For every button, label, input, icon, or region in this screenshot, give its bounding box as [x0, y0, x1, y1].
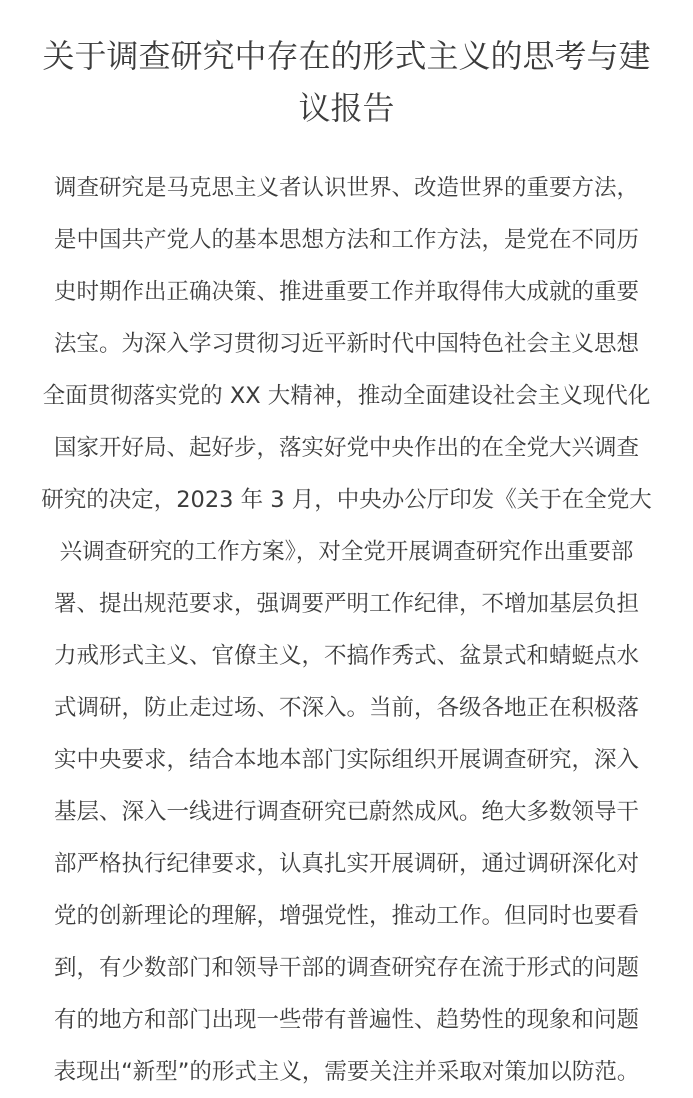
body-line: 署、提出规范要求，强调要严明工作纪律，不增加基层负担 — [53, 591, 639, 617]
article-body — [6, 162, 687, 1098]
body-line: 兴调查研究的工作方案》，对全党开展调查研究作出重要部 — [59, 539, 634, 565]
body-line: 基层、深入一线进行调查研究已蔚然成风。绝大多数领导干 — [53, 799, 639, 825]
body-line: 全面贯彻落实党的 XX 大精神，推动全面建设社会主义现代化 — [42, 383, 651, 409]
body-line: 部严格执行纪律要求，认真扎实开展调研，通过调研深化对 — [53, 851, 639, 877]
title-line: 关于调查研究中存在的形式主义的思考与建 — [42, 37, 651, 75]
document-title — [6, 30, 687, 134]
body-line: 研究的决定，2023 年 3 月，中央办公厅印发《关于在全党大 — [41, 487, 652, 513]
body-line: 到，有少数部门和领导干部的调查研究存在流于形式的问题 — [53, 955, 639, 981]
body-line: 实中央要求，结合本地本部门实际组织开展调查研究，深入 — [53, 747, 639, 773]
body-line: 国家开好局、起好步，落实好党中央作出的在全党大兴调查 — [53, 435, 639, 461]
title-line: 议报告 — [298, 89, 395, 127]
body-line: 史时期作出正确决策、推进重要工作并取得伟大成就的重要 — [53, 279, 639, 305]
body-line: 式调研，防止走过场、不深入。当前，各级各地正在积极落 — [53, 695, 639, 721]
body-line: 党的创新理论的理解，增强党性，推动工作。但同时也要看 — [53, 903, 639, 929]
body-line: 有的地方和部门出现一些带有普遍性、趋势性的现象和问题 — [53, 1007, 639, 1033]
body-line: 调查研究是马克思主义者认识世界、改造世界的重要方法， — [53, 175, 639, 201]
body-line: 力戒形式主义、官僚主义，不搞作秀式、盆景式和蜻蜓点水 — [53, 643, 639, 669]
body-line: 是中国共产党人的基本思想方法和工作方法，是党在不同历 — [53, 227, 639, 253]
body-line: 法宝。为深入学习贯彻习近平新时代中国特色社会主义思想 — [53, 331, 639, 357]
body-line: 表现出“新型”的形式主义，需要关注并采取对策加以防范。 — [53, 1059, 640, 1085]
